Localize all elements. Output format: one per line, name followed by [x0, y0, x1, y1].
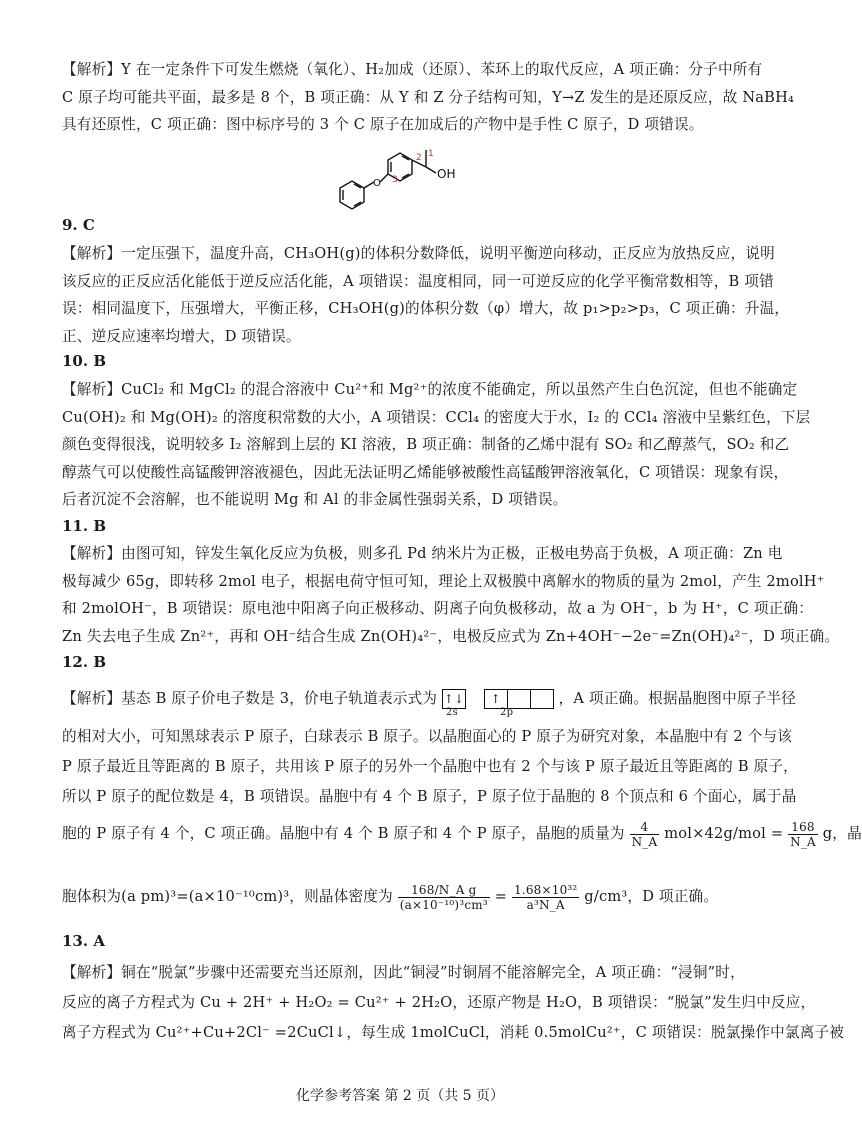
text-line: 的相对大小，可知黑球表示 P 原子，白球表示 B 原子。以晶胞面心的 P 原子为研究对象，本晶胞中有 2 个与该 — [62, 728, 793, 745]
analysis-q9 — [62, 240, 790, 350]
text-line: 和 2molOH⁻，B 项错误：原电池中阳离子向正极移动、阴离子向负极移动，故 a 为 OH⁻，b 为 H⁺，C 项正确： — [62, 600, 814, 617]
text-line: P 原子最近且等距离的 B 原子，共用该 P 原子的另外一个晶胞中也有 2 个与该 P 原子最近且等距离的 B 原子， — [62, 758, 798, 775]
text-line: 【解析】铜在“脱氯”步骤中还需要充当还原剂，因此“铜浸”时铜屑不能溶解完全，A 项正确：“浸铜”时， — [62, 964, 745, 981]
fraction-denominator: a³N_A — [526, 897, 565, 912]
text-line: Cu(OH)₂ 和 Mg(OH)₂ 的溶度积常数的大小，A 项错误：CCl₄ 的密度大于水，I₂ 的 CCl₄ 溶液中呈紫红色，下层 — [62, 408, 811, 426]
analysis-q12 — [62, 684, 862, 932]
fraction-denominator: N_A — [790, 834, 816, 849]
analysis-q8 — [62, 56, 795, 139]
orbital-2p — [484, 689, 554, 709]
label-2s: 2s — [446, 707, 458, 718]
text-segment: = — [494, 888, 508, 905]
text-line: 反应的离子方程式为 Cu + 2H⁺ + H₂O₂ = Cu²⁺ + 2H₂O，还原产物是 H₂O，B 项错误：“脱氯”发生归中反应， — [62, 994, 816, 1011]
text-line: Zn 失去电子生成 Zn²⁺，再和 OH⁻结合生成 Zn(OH)₄²⁻，电极反应式为 Zn+4OH⁻−2e⁻=Zn(OH)₄²⁻，D 项正确。 — [62, 627, 840, 645]
question-number-12: 12. B — [62, 653, 106, 671]
text-segment: mol×42g/mol = — [664, 825, 784, 842]
text-line: 后者沉淀不会溶解，也不能说明 Mg 和 Al 的非金属性强弱关系，D 项错误。 — [62, 491, 568, 508]
text-line: 该反应的正反应活化能低于逆反应活化能，A 项错误：温度相同，同一可逆反应的化学平衡常数相等，B 项错 — [62, 272, 774, 290]
text-segment: 胞体积为(a pm)³=(a×10⁻¹⁰cm)³，则晶体密度为 — [62, 888, 393, 905]
page-footer: 化学参考答案 第 2 页（共 5 页） — [295, 1088, 505, 1104]
question-number-13: 13. A — [62, 932, 105, 950]
fraction-density-result — [512, 883, 579, 912]
text-line: C 原子均可能共平面，最多是 8 个，B 项正确：从 Y 和 Z 分子结构可知，Y→Z 发生的是还原反应，故 NaBH₄ — [62, 88, 795, 106]
text-line: 离子方程式为 Cu²⁺+Cu+2Cl⁻ =2CuCl↓，每生成 1molCuCl，消耗 0.5molCu²⁺，C 项错误：脱氯操作中氯离子被 — [62, 1024, 845, 1041]
label-2p: 2p — [500, 707, 514, 718]
text-line: 所以 P 原子的配位数是 4，B 项错误。晶胞中有 4 个 B 原子，P 原子位于晶胞的 8 个顶点和 6 个面心，属于晶 — [62, 788, 797, 805]
text-line: 【解析】一定压强下，温度升高，CH₃OH(g)的体积分数降低，说明平衡逆向移动，正反应为放热反应，说明 — [62, 245, 775, 262]
orbital-2p-cell-1: ↑ — [485, 690, 508, 708]
text-segment: g，晶 — [822, 825, 862, 842]
fraction-4-over-na — [630, 820, 660, 849]
orbital-2p-cell-2 — [508, 690, 531, 708]
analysis-q11 — [62, 540, 840, 650]
fraction-numerator: 1.68×10³² — [513, 882, 578, 897]
orbital-2s-cell: ↑↓ — [443, 692, 465, 706]
fraction-density — [398, 883, 490, 912]
text-line: 极每减少 65g，即转移 2mol 电子，根据电荷守恒可知，理论上双极膜中离解水的物质的量为 2mol，产生 2molH⁺ — [62, 572, 825, 590]
oxygen-label: O — [373, 178, 381, 189]
text-line: 正、逆反应速率均增大，D 项错误。 — [62, 327, 301, 345]
text-line-orbital — [62, 684, 797, 722]
fraction-numerator: 168/N_A g — [398, 883, 490, 898]
text-line: 误：相同温度下，压强增大，平衡正移，CH₃OH(g)的体积分数（φ）增大，故 p₁>p₂>p₃，C 项正确：升温， — [62, 300, 790, 317]
orbital-2s — [442, 689, 466, 709]
question-number-9: 9. C — [62, 216, 95, 234]
text-line: 具有还原性，C 项正确：图中标序号的 3 个 C 原子在加成后的产物中是手性 C 原子，D 项错误。 — [62, 116, 704, 133]
text-segment: ，A 项正确。根据晶胞图中原子半径 — [558, 690, 797, 707]
text-line: 醇蒸气可以使酸性高锰酸钾溶液褪色，因此无法证明乙烯能够被酸性高锰酸钾溶液氧化，C 项错误：现象有误， — [62, 463, 789, 481]
text-line: 【解析】Y 在一定条件下可发生燃烧（氧化）、H₂加成（还原）、苯环上的取代反应，A 项正确：分子中所有 — [62, 61, 763, 78]
text-line: 颜色变得很浅，说明较多 I₂ 溶解到上层的 KI 溶液，B 项正确：制备的乙烯中混有 SO₂ 和乙醇蒸气，SO₂ 和乙 — [62, 436, 790, 453]
analysis-q13 — [62, 958, 845, 1048]
text-line: 【解析】由图可知，锌发生氧化反应为负极，则多孔 Pd 纳米片为正极，正极电势高于负极，A 项正确：Zn 电 — [62, 545, 783, 562]
oh-label: OH — [437, 167, 456, 181]
analysis-q10 — [62, 376, 811, 514]
atom-number-1: 1 — [428, 149, 434, 159]
text-line-mass — [62, 812, 862, 856]
atom-number-2: 2 — [416, 153, 422, 163]
fraction-168-over-na — [788, 820, 818, 849]
question-number-11: 11. B — [62, 517, 106, 535]
fraction-denominator: (a×10⁻¹⁰)³cm³ — [399, 897, 488, 912]
text-line-density — [62, 862, 738, 932]
fraction-denominator: N_A — [631, 834, 658, 849]
molecule-structure — [330, 138, 490, 218]
text-segment: 胞的 P 原子有 4 个，C 项正确。晶胞中有 4 个 B 原子和 4 个 P 原子，晶胞的质量为 — [62, 825, 625, 842]
orbital-diagram — [442, 684, 554, 718]
atom-number-3: 3 — [392, 175, 398, 185]
text-segment: 【解析】基态 B 原子价电子数是 3，价电子轨道表示式为 — [62, 690, 438, 707]
fraction-numerator: 4 — [630, 820, 660, 835]
question-number-10: 10. B — [62, 352, 106, 370]
fraction-numerator: 168 — [788, 820, 818, 835]
orbital-2p-cell-3 — [531, 690, 553, 708]
text-line: 【解析】CuCl₂ 和 MgCl₂ 的混合溶液中 Cu²⁺和 Mg²⁺的浓度不能确定，所以虽然产生白色沉淀，但也不能确定 — [62, 381, 798, 398]
text-segment: g/cm³，D 项正确。 — [584, 888, 719, 905]
